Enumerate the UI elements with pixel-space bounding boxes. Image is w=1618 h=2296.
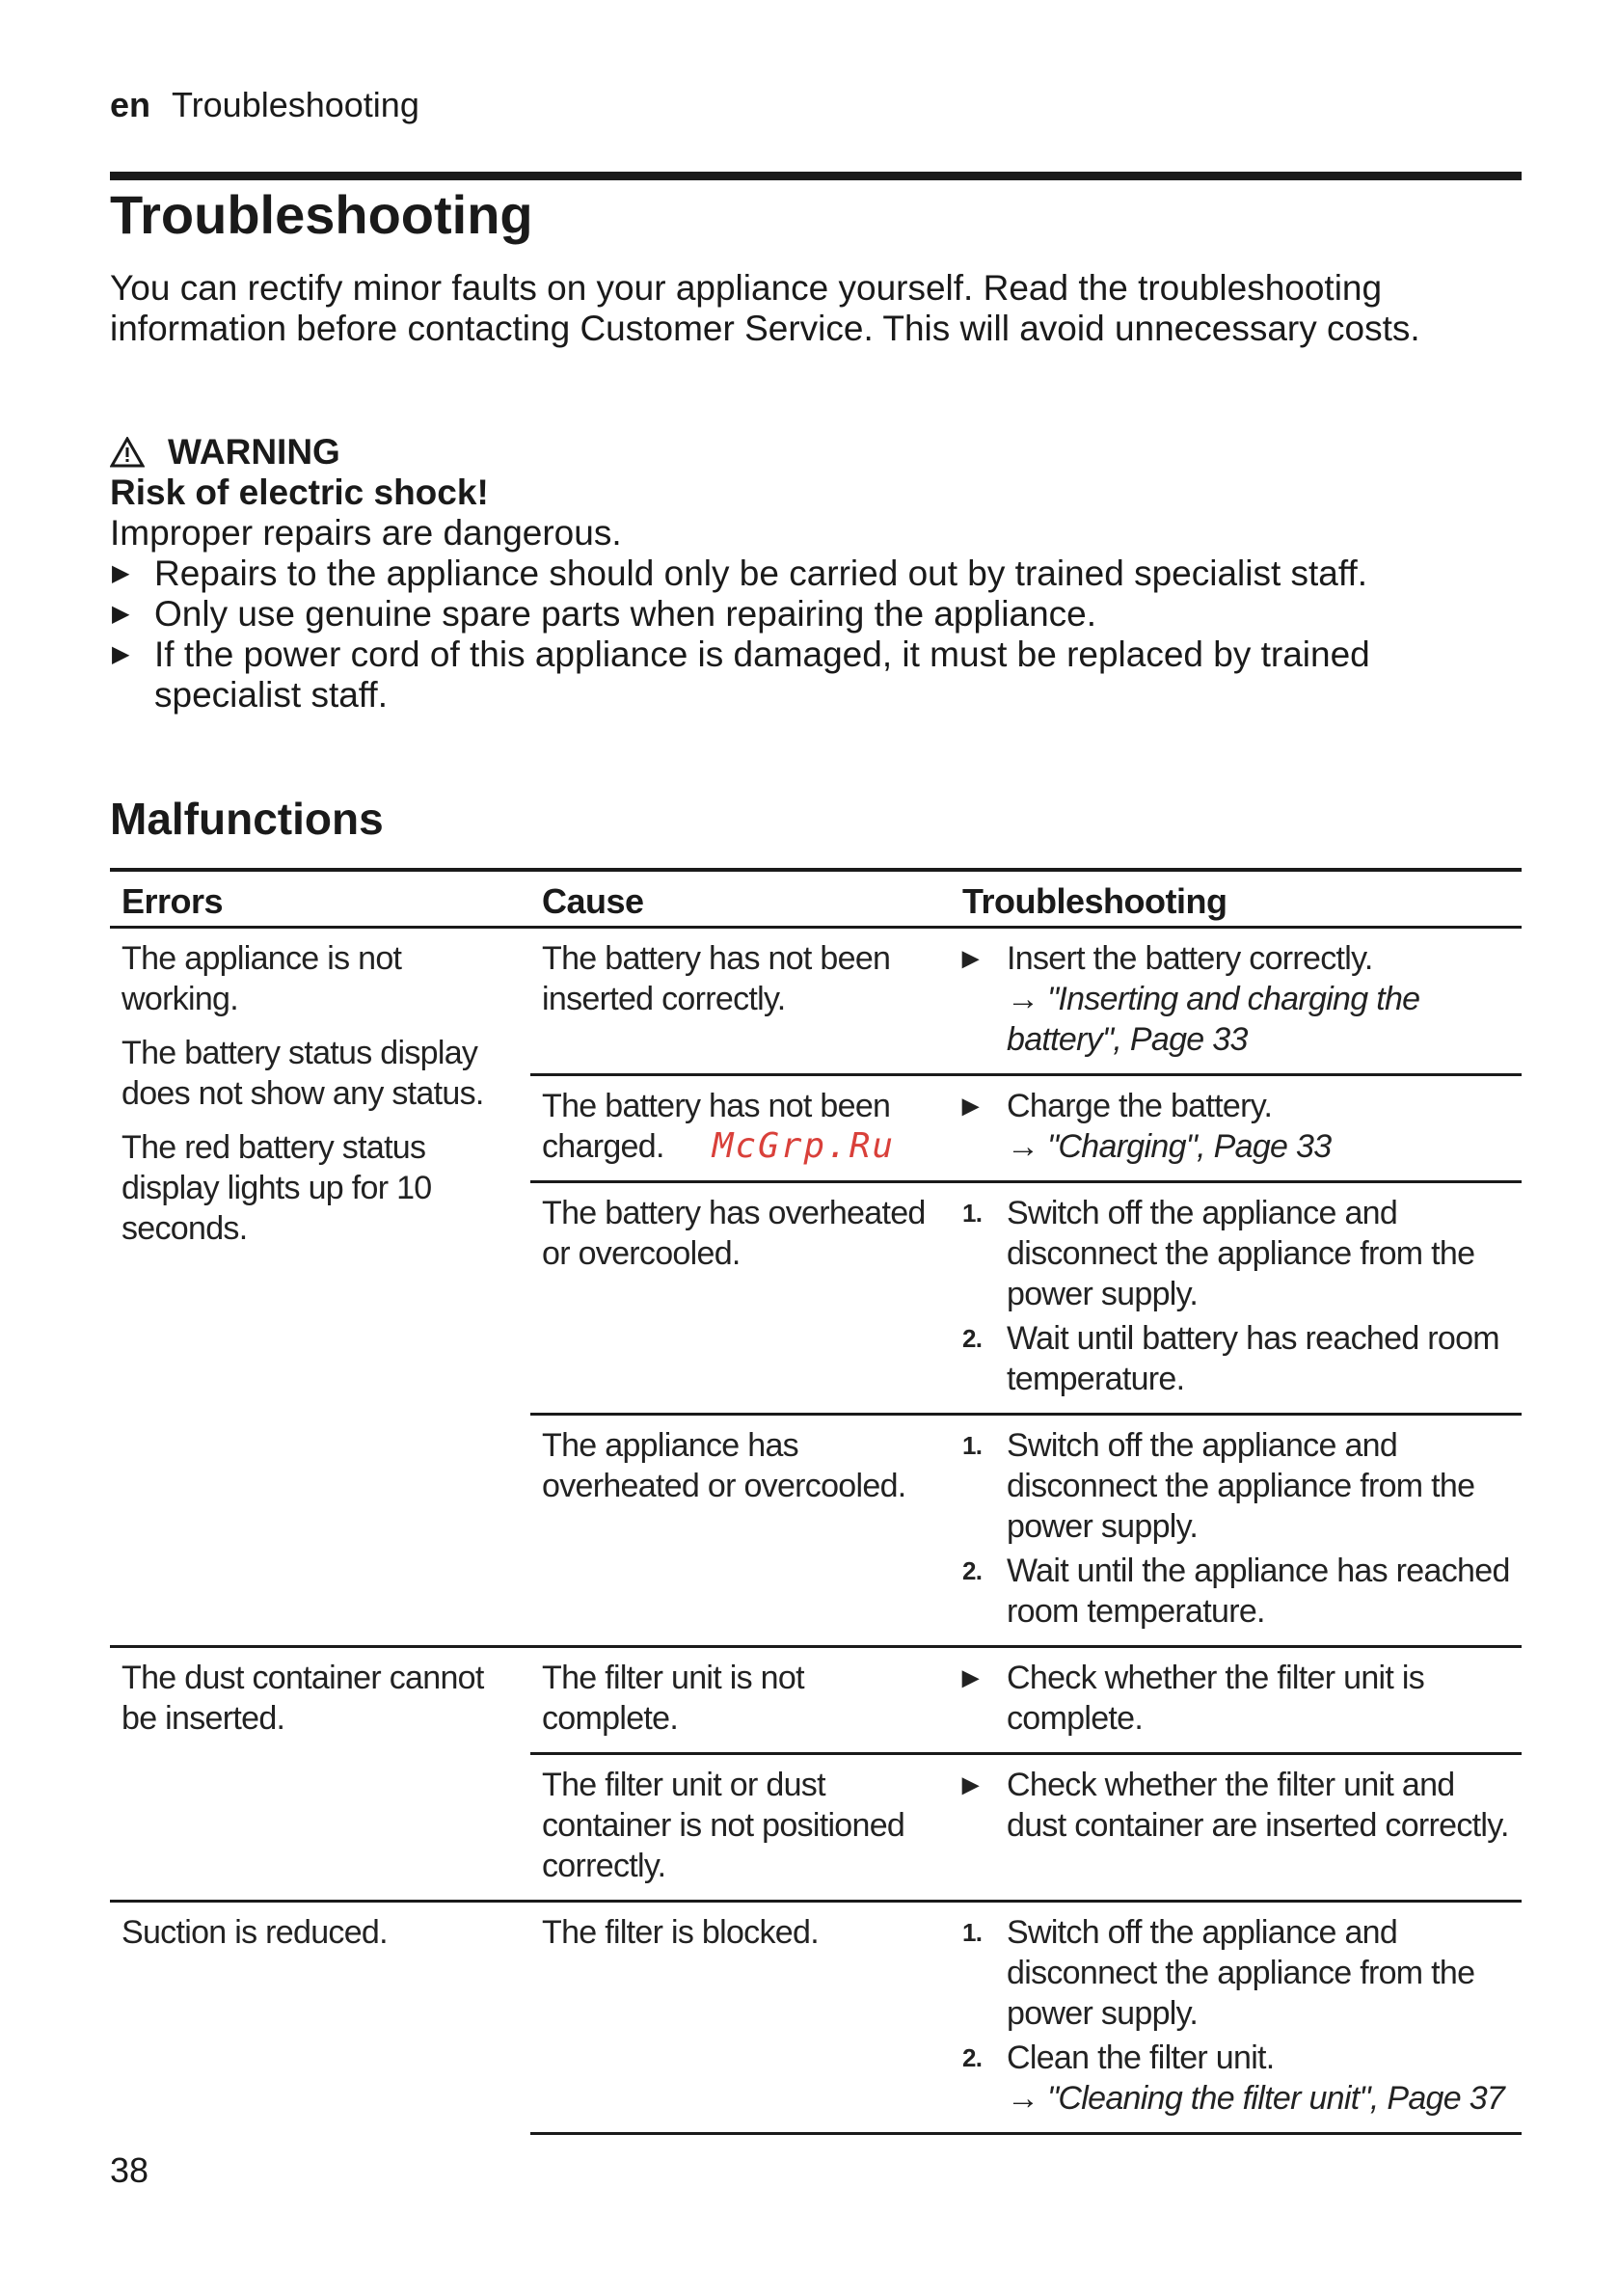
step-number: 1. [962,1918,983,1947]
warning-title: Risk of electric shock! [110,473,489,512]
step-number: 1. [962,1431,983,1460]
page-reference: → "Inserting and charging the battery", Page 33 [1007,981,1420,1058]
cause-cell: The appliance has overheated or overcooled. [530,1415,951,1647]
step-number: 1. [962,1199,983,1228]
cause-cell: The filter unit or dust container is not positioned correctly. [530,1754,951,1902]
running-header [110,85,419,125]
page-reference: → "Cleaning the filter unit", Page 37 [1007,2080,1505,2117]
error-cell: The dust container cannot be inserted. [110,1647,530,1902]
page-reference: → "Charging", Page 33 [1007,1128,1332,1165]
bullet-icon: ▶ [962,946,979,970]
cause-cell: The battery has not been inserted correctly. [542,940,891,1017]
fix-cell: 1. Switch off the appliance and disconnect the appliance from the power supply. 2. Wait until battery has reached room temperature. [951,1182,1522,1415]
warning-list [110,554,1522,716]
column-header-errors: Errors [110,870,530,928]
step-number: 2. [962,2043,983,2072]
table-row [110,1647,1522,1754]
section-title: Malfunctions [110,794,384,844]
error-cell: Suction is reduced. [110,1902,530,2134]
fix-cell: ▶ Check whether the filter unit is complete. [951,1647,1522,1754]
step-number: 2. [962,1324,983,1353]
language-code: en [110,85,151,124]
title-rule [110,172,1522,180]
warning-item: ▶ Only use genuine spare parts when repairing the appliance. [112,594,1097,634]
warning-item: ▶ If the power cord of this appliance is damaged, it must be replaced by trained specialist staff. [112,635,1370,715]
page-title: Troubleshooting [110,184,533,245]
bullet-icon: ▶ [112,641,130,667]
fix-cell: ▶ Check whether the filter unit and dust container are inserted correctly. [951,1754,1522,1902]
table-header-row [110,870,1522,928]
warning-label: WARNING [168,432,340,472]
cause-cell: The filter is blocked. [530,1902,951,2134]
cause-cell: The battery has not been charged. McGrp.Ru [530,1075,951,1182]
warning-text: Improper repairs are dangerous. [110,513,622,553]
cause-cell: The filter unit is not complete. [530,1647,951,1754]
warning-box [110,432,1522,716]
warning-triangle-icon [110,437,145,468]
watermark: McGrp.Ru [712,1126,896,1166]
fix-cell: 1. Switch off the appliance and disconnect the appliance from the power supply. 2. Wait until the appliance has reached room temperature. [951,1415,1522,1647]
malfunctions-table [110,868,1522,2135]
bullet-icon: ▶ [962,1094,979,1118]
intro-paragraph: You can rectify minor faults on your appliance yourself. Read the troubleshooting information before contacting Customer Service. This will avoid unnecessary costs. [110,268,1420,348]
column-header-cause: Cause [530,870,951,928]
section-name: Troubleshooting [172,85,419,124]
warning-header [110,432,1522,473]
table-row [110,1902,1522,2134]
fix-cell: ▶ Charge the battery. → "Charging", Page 33 [951,1075,1522,1182]
bullet-icon: ▶ [112,560,130,586]
table-row [110,928,1522,1075]
page-number: 38 [110,2150,149,2190]
fix-cell: ▶ Insert the battery correctly. → "Inserting and charging the battery", Page 33 [962,940,1420,1058]
cause-cell: The battery has overheated or overcooled. [530,1182,951,1415]
bullet-icon: ▶ [962,1665,979,1689]
error-cell: The appliance is not working. The battery status display does not show any status. The red battery status display lights up for 10 seconds. [121,940,484,1247]
fix-cell: 1. Switch off the appliance and disconnect the appliance from the power supply. 2. Clean the filter unit. → "Cleaning the filter unit", Page 37 [951,1902,1522,2134]
column-header-troubleshooting: Troubleshooting [951,870,1522,928]
bullet-icon: ▶ [112,601,130,627]
warning-item: ▶ Repairs to the appliance should only be carried out by trained specialist staff. [112,554,1368,593]
bullet-icon: ▶ [962,1772,979,1796]
step-number: 2. [962,1556,983,1585]
